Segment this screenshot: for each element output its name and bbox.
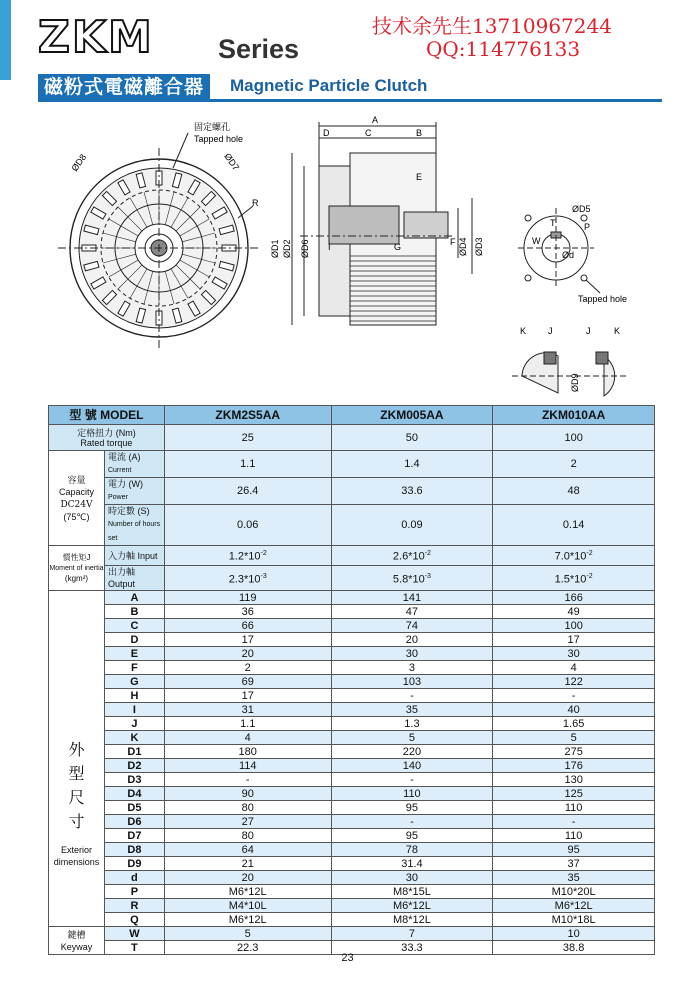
current-label: [104, 451, 164, 478]
inertia-output-row: [49, 566, 655, 591]
series-label: Series: [218, 34, 300, 64]
output-en: Output: [107, 579, 135, 589]
dim-value: 49: [493, 605, 655, 619]
side-d5-label: ØD5: [572, 204, 591, 214]
dims-en1: Exterior: [60, 844, 92, 855]
model-2: ZKM005AA: [331, 406, 493, 425]
key-value: 10: [493, 927, 655, 941]
inertia-output-3-base: 1.5*10: [554, 573, 587, 586]
inertia-cn: 慣性矩J: [62, 552, 91, 562]
page-number: 23: [341, 952, 354, 964]
key-label: [49, 927, 105, 955]
time-en: Number of hours set: [107, 521, 161, 542]
side-w-label: W: [532, 236, 541, 246]
inertia-output-1-exp: -3: [260, 572, 267, 580]
inertia-input-1: [164, 546, 331, 566]
dim-value: 1.1: [164, 717, 331, 731]
dim-key: D5: [104, 801, 164, 815]
dim-value: 30: [493, 647, 655, 661]
capacity-label: [49, 451, 105, 546]
time-1: 0.06: [164, 505, 331, 546]
dim-key: D1: [104, 745, 164, 759]
dim-value: 66: [164, 619, 331, 633]
time-row: [49, 505, 655, 546]
current-3: 2: [493, 451, 655, 478]
torque-row: [49, 425, 655, 451]
section-view: [292, 122, 472, 325]
dim-value: 1.3: [331, 717, 493, 731]
dim-row: [49, 661, 655, 675]
dimensions-body: [49, 591, 655, 927]
inertia-label: [49, 546, 105, 591]
dim-row: [49, 857, 655, 871]
dim-value: 21: [164, 857, 331, 871]
dim-value: 110: [493, 829, 655, 843]
dim-d-label: D: [323, 128, 330, 138]
dims-cn-char: 尺: [68, 787, 85, 807]
dim-value: 2: [164, 661, 331, 675]
torque-label: [49, 425, 165, 451]
inertia-input-3: [493, 546, 655, 566]
dim-key: D8: [104, 843, 164, 857]
capacity-temp: (75℃): [63, 511, 90, 522]
dim-value: 95: [331, 829, 493, 843]
dim-value: -: [164, 773, 331, 787]
inertia-input-1-base: 1.2*10: [228, 550, 261, 563]
inertia-input-3-exp: -2: [586, 550, 593, 558]
dim-value: M6*12L: [331, 899, 493, 913]
dim-row: [49, 675, 655, 689]
dim-row: [49, 871, 655, 885]
inertia-output-label: [104, 566, 164, 591]
dims-cn-char: 外: [68, 739, 85, 759]
model-header-row: [49, 406, 655, 425]
dim-key: I: [104, 703, 164, 717]
keyway-body: [49, 927, 655, 955]
dim-value: 31: [164, 703, 331, 717]
dim-value: 5: [493, 731, 655, 745]
dim-value: 35: [331, 703, 493, 717]
key-d9-label: ØD9: [570, 373, 580, 392]
inertia-input-2: [331, 546, 493, 566]
side-p-label: P: [584, 222, 591, 232]
torque-2: 50: [331, 425, 493, 451]
capacity-en: Capacity: [58, 486, 94, 497]
inertia-output-2: [331, 566, 493, 591]
inertia-output-3: [493, 566, 655, 591]
time-unit: (S): [137, 506, 150, 516]
dim-key: G: [104, 675, 164, 689]
dim-value: -: [331, 773, 493, 787]
power-unit: (W): [128, 479, 143, 489]
dim-row: [49, 829, 655, 843]
input-en: Input: [137, 550, 158, 561]
dim-value: 20: [164, 871, 331, 885]
dim-value: 47: [331, 605, 493, 619]
dim-row: [49, 787, 655, 801]
dim-value: 119: [164, 591, 331, 605]
spec-table: [48, 405, 655, 955]
power-en: Power: [107, 494, 128, 501]
keyway-en: Keyway: [60, 941, 93, 952]
model-header-cell: [49, 406, 165, 425]
inertia-output-2-base: 5.8*10: [392, 573, 425, 586]
dim-value: 176: [493, 759, 655, 773]
dim-value: 20: [331, 633, 493, 647]
dim-value: M6*12L: [493, 899, 655, 913]
front-r-label: R: [252, 198, 259, 208]
model-3: ZKM010AA: [493, 406, 655, 425]
dim-value: 130: [493, 773, 655, 787]
dim-value: 20: [164, 647, 331, 661]
dim-f-label: F: [450, 237, 456, 247]
dim-key: C: [104, 619, 164, 633]
dim-key: D7: [104, 829, 164, 843]
key-key: W: [104, 927, 164, 941]
dim-row: [49, 647, 655, 661]
dim-value: 64: [164, 843, 331, 857]
input-cn: 入力軸: [107, 550, 135, 561]
dim-value: 103: [331, 675, 493, 689]
inertia-unit: (kgm²): [64, 573, 89, 583]
dim-value: 5: [331, 731, 493, 745]
power-cn: 電力: [107, 479, 126, 489]
dim-value: M4*10L: [164, 899, 331, 913]
dim-value: M10*18L: [493, 913, 655, 927]
current-row: [49, 451, 655, 478]
output-cn: 出力軸: [107, 567, 135, 577]
key-value: 33.3: [331, 941, 493, 955]
time-label: [104, 505, 164, 546]
dim-value: 78: [331, 843, 493, 857]
dim-row: [49, 717, 655, 731]
time-3: 0.14: [493, 505, 655, 546]
dim-e-label: E: [416, 172, 423, 182]
dim-value: 275: [493, 745, 655, 759]
dim-d4-label: ØD4: [458, 237, 468, 256]
dim-value: M10*20L: [493, 885, 655, 899]
capacity-volt: DC24V: [60, 499, 93, 510]
dim-value: 140: [331, 759, 493, 773]
key-k2-label: K: [614, 326, 621, 336]
dim-value: 90: [164, 787, 331, 801]
dim-key: J: [104, 717, 164, 731]
dim-value: 27: [164, 815, 331, 829]
power-label: [104, 478, 164, 505]
dim-value: 122: [493, 675, 655, 689]
current-unit: (A): [128, 452, 141, 462]
power-2: 33.6: [331, 478, 493, 505]
dims-cn-char: 型: [68, 763, 85, 783]
title-en: Magnetic Particle Clutch: [230, 76, 428, 95]
inertia-input-2-exp: -2: [424, 550, 431, 558]
torque-cn: 定格扭力: [77, 427, 114, 438]
model-en: MODEL: [100, 408, 144, 422]
dim-row: [49, 843, 655, 857]
dim-value: -: [493, 815, 655, 829]
torque-unit: (Nm): [115, 427, 136, 438]
dim-row: [49, 885, 655, 899]
dim-value: M8*12L: [331, 913, 493, 927]
front-d8-label: ØD8: [69, 152, 89, 174]
dim-key: K: [104, 731, 164, 745]
key-value: 7: [331, 927, 493, 941]
tapped-hole-cn-label: 固定螺孔: [194, 122, 231, 132]
dim-value: 3: [331, 661, 493, 675]
dim-d3-label: ØD3: [474, 237, 484, 256]
dim-value: 80: [164, 801, 331, 815]
title-cn: 磁粉式電磁離合器: [38, 74, 210, 100]
dim-c-label: C: [365, 128, 372, 138]
dim-value: 17: [164, 633, 331, 647]
power-row: [49, 478, 655, 505]
dim-key: A: [104, 591, 164, 605]
zkm-logo: ZKM: [38, 12, 154, 63]
dim-value: -: [331, 815, 493, 829]
dim-value: 80: [164, 829, 331, 843]
current-en: Current: [107, 467, 132, 474]
dim-label: [49, 591, 105, 927]
power-3: 48: [493, 478, 655, 505]
key-j2-label: J: [586, 326, 591, 336]
dim-value: 31.4: [331, 857, 493, 871]
torque-en: Rated torque: [80, 437, 133, 448]
dims-en2: dimensions: [53, 856, 100, 867]
inertia-input-1-exp: -2: [260, 550, 267, 558]
dim-value: 220: [331, 745, 493, 759]
key-j1-label: J: [548, 326, 553, 336]
time-cn: 時定數: [107, 506, 135, 516]
time-2: 0.09: [331, 505, 493, 546]
inertia-output-1-base: 2.3*10: [228, 573, 261, 586]
dim-d2-label: ØD2: [282, 239, 292, 258]
dim-value: 40: [493, 703, 655, 717]
tapped-hole-en-label: Tapped hole: [194, 134, 244, 144]
key-key: T: [104, 941, 164, 955]
dim-row: [49, 899, 655, 913]
dim-value: 180: [164, 745, 331, 759]
inertia-input-2-base: 2.6*10: [392, 550, 425, 563]
inertia-input-3-base: 7.0*10: [554, 550, 587, 563]
inertia-input-row: [49, 546, 655, 566]
dim-value: -: [493, 689, 655, 703]
dim-row: [49, 913, 655, 927]
dim-value: 1.65: [493, 717, 655, 731]
dim-a-label: A: [372, 115, 379, 125]
dim-row: [49, 689, 655, 703]
dim-key: D4: [104, 787, 164, 801]
inertia-output-2-exp: -3: [424, 572, 431, 580]
dim-key: D2: [104, 759, 164, 773]
model-cn: 型 號: [69, 408, 97, 422]
dim-key: D6: [104, 815, 164, 829]
dim-row: [49, 801, 655, 815]
dim-value: 95: [493, 843, 655, 857]
dim-value: 4: [164, 731, 331, 745]
keyway-cn: 鍵槽: [67, 929, 86, 940]
dim-value: 110: [493, 801, 655, 815]
title-underline: [38, 99, 662, 102]
title-band: [38, 74, 662, 102]
contact-qq: QQ:114776133: [426, 37, 581, 61]
dim-row: [49, 703, 655, 717]
dim-value: M8*15L: [331, 885, 493, 899]
model-1: ZKM2S5AA: [164, 406, 331, 425]
dims-side: [49, 650, 104, 868]
side-view: [518, 208, 600, 293]
dim-key: R: [104, 899, 164, 913]
dim-row: [49, 773, 655, 787]
dim-key: E: [104, 647, 164, 661]
dim-value: 69: [164, 675, 331, 689]
technical-drawing: [38, 108, 662, 398]
dim-key: d: [104, 871, 164, 885]
dim-key: B: [104, 605, 164, 619]
key-value: 5: [164, 927, 331, 941]
dim-value: 125: [493, 787, 655, 801]
key-k1-label: K: [520, 326, 527, 336]
dim-value: 17: [493, 633, 655, 647]
dim-key: D3: [104, 773, 164, 787]
dim-row: [49, 619, 655, 633]
contact-name: 技术余先生13710967244: [372, 14, 612, 38]
dim-i-label: I: [328, 242, 331, 252]
current-1: 1.1: [164, 451, 331, 478]
side-tapped-hole-label: Tapped hole: [578, 294, 628, 304]
dim-key: D: [104, 633, 164, 647]
dims-cn-char: 寸: [68, 811, 85, 831]
dim-row: [49, 731, 655, 745]
torque-1: 25: [164, 425, 331, 451]
dim-row: [49, 591, 655, 605]
dim-value: 95: [331, 801, 493, 815]
key-row: [49, 927, 655, 941]
dim-value: 74: [331, 619, 493, 633]
side-t-label: T: [550, 218, 556, 228]
dim-value: 37: [493, 857, 655, 871]
torque-3: 100: [493, 425, 655, 451]
dim-row: [49, 815, 655, 829]
dim-value: -: [331, 689, 493, 703]
dim-value: 114: [164, 759, 331, 773]
inertia-output-1: [164, 566, 331, 591]
dim-key: F: [104, 661, 164, 675]
dim-b-label: B: [416, 128, 423, 138]
dim-value: 30: [331, 871, 493, 885]
front-d7-label: ØD7: [222, 151, 242, 173]
dim-key: D9: [104, 857, 164, 871]
capacity-cn: 容量: [67, 474, 86, 485]
dim-d1-label: ØD1: [270, 239, 280, 258]
dim-value: 35: [493, 871, 655, 885]
dim-value: 30: [331, 647, 493, 661]
dim-value: 110: [331, 787, 493, 801]
key-value: 22.3: [164, 941, 331, 955]
dim-g-label: G: [394, 242, 402, 252]
dim-row: [49, 745, 655, 759]
dim-value: M6*12L: [164, 885, 331, 899]
inertia-output-3-exp: -2: [586, 572, 593, 580]
dim-row: [49, 605, 655, 619]
inertia-input-label: [104, 546, 164, 566]
dim-value: 17: [164, 689, 331, 703]
dim-row: [49, 633, 655, 647]
dim-key: P: [104, 885, 164, 899]
dim-value: 100: [493, 619, 655, 633]
dim-value: 4: [493, 661, 655, 675]
dim-value: 166: [493, 591, 655, 605]
side-d-label: Ød: [562, 250, 575, 260]
page-edge-tab: [0, 0, 11, 80]
dim-value: 36: [164, 605, 331, 619]
current-cn: 電流: [107, 452, 126, 462]
inertia-en: Moment of inertia: [49, 564, 104, 572]
dim-row: [49, 759, 655, 773]
power-1: 26.4: [164, 478, 331, 505]
dim-key: Q: [104, 913, 164, 927]
dim-value: M6*12L: [164, 913, 331, 927]
dim-value: 141: [331, 591, 493, 605]
dim-key: H: [104, 689, 164, 703]
current-2: 1.4: [331, 451, 493, 478]
dim-d6-label: ØD6: [300, 239, 310, 258]
key-value: 38.8: [493, 941, 655, 955]
